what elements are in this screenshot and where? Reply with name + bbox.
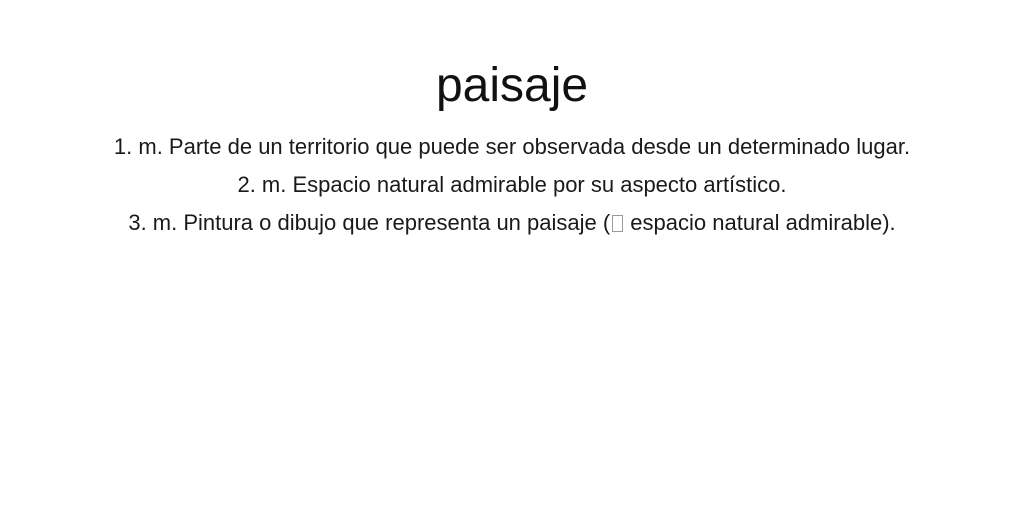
definition-list (0, 128, 1024, 242)
definition-3-text-before: 3. m. Pintura o dibujo que representa un paisaje ( (128, 210, 611, 235)
definition-3-text-after: espacio natural admirable). (624, 210, 896, 235)
definition-2: 2. m. Espacio natural admirable por su aspecto artístico. (237, 172, 787, 197)
definition-1: 1. m. Parte de un territorio que puede ser observada desde un determinado lugar. (113, 134, 911, 159)
headword: paisaje (435, 59, 589, 112)
missing-glyph-icon (612, 215, 623, 232)
definition-3 (0, 204, 1024, 242)
